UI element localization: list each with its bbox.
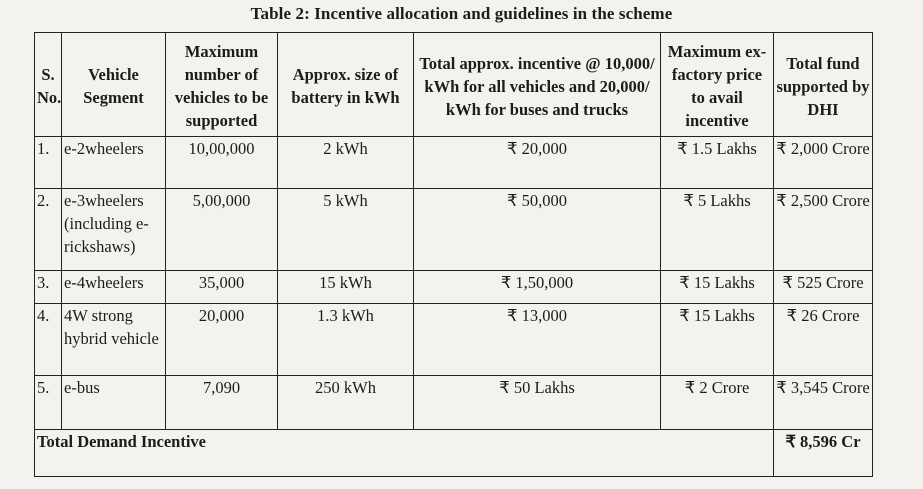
table-caption: Table 2: Incentive allocation and guidelines in the scheme (250, 4, 673, 23)
cell-price: ₹ 15 Lakhs (661, 271, 774, 304)
incentive-table (34, 32, 873, 477)
table-row (35, 271, 873, 304)
cell-vehicles: 7,090 (166, 376, 278, 430)
header-row (35, 33, 873, 137)
cell-battery: 1.3 kWh (278, 304, 414, 376)
total-row (35, 430, 873, 477)
cell-fund: ₹ 26 Crore (774, 304, 873, 376)
cell-price: ₹ 2 Crore (661, 376, 774, 430)
cell-segment: e-4wheelers (62, 271, 166, 304)
header-price: Maximum ex-factory price to avail incentive (661, 33, 774, 137)
cell-segment: e-2wheelers (62, 137, 166, 189)
cell-sno: 5. (35, 376, 62, 430)
table-row (35, 137, 873, 189)
cell-incentive: ₹ 50 Lakhs (414, 376, 661, 430)
header-incentive: Total approx. incentive @ 10,000/ kWh for all vehicles and 20,000/ kWh for buses and trucks (414, 33, 661, 137)
cell-segment: e-3wheelers (including e- rickshaws) (62, 189, 166, 271)
header-segment: Vehicle Segment (62, 33, 166, 137)
cell-fund: ₹ 2,000 Crore (774, 137, 873, 189)
cell-sno: 3. (35, 271, 62, 304)
cell-incentive: ₹ 20,000 (414, 137, 661, 189)
cell-price: ₹ 15 Lakhs (661, 304, 774, 376)
cell-battery: 5 kWh (278, 189, 414, 271)
cell-incentive: ₹ 13,000 (414, 304, 661, 376)
table-row (35, 376, 873, 430)
cell-segment: e-bus (62, 376, 166, 430)
cell-segment: 4W strong hybrid vehicle (62, 304, 166, 376)
cell-fund: ₹ 2,500 Crore (774, 189, 873, 271)
cell-vehicles: 10,00,000 (166, 137, 278, 189)
cell-sno: 1. (35, 137, 62, 189)
header-sno: S. No. (35, 33, 62, 137)
cell-price: ₹ 1.5 Lakhs (661, 137, 774, 189)
total-label: Total Demand Incentive (35, 430, 774, 477)
cell-battery: 15 kWh (278, 271, 414, 304)
cell-vehicles: 5,00,000 (166, 189, 278, 271)
cell-vehicles: 35,000 (166, 271, 278, 304)
table-row (35, 304, 873, 376)
cell-battery: 250 kWh (278, 376, 414, 430)
cell-incentive: ₹ 50,000 (414, 189, 661, 271)
cell-sno: 4. (35, 304, 62, 376)
cell-fund: ₹ 3,545 Crore (774, 376, 873, 430)
total-value: ₹ 8,596 Cr (774, 430, 873, 477)
cell-price: ₹ 5 Lakhs (661, 189, 774, 271)
table-row (35, 189, 873, 271)
cell-fund: ₹ 525 Crore (774, 271, 873, 304)
header-max-vehicles: Maximum number of vehicles to be supported (166, 33, 278, 137)
cell-incentive: ₹ 1,50,000 (414, 271, 661, 304)
header-fund: Total fund supported by DHI (774, 33, 873, 137)
header-battery: Approx. size of battery in kWh (278, 33, 414, 137)
cell-sno: 2. (35, 189, 62, 271)
cell-vehicles: 20,000 (166, 304, 278, 376)
cell-battery: 2 kWh (278, 137, 414, 189)
